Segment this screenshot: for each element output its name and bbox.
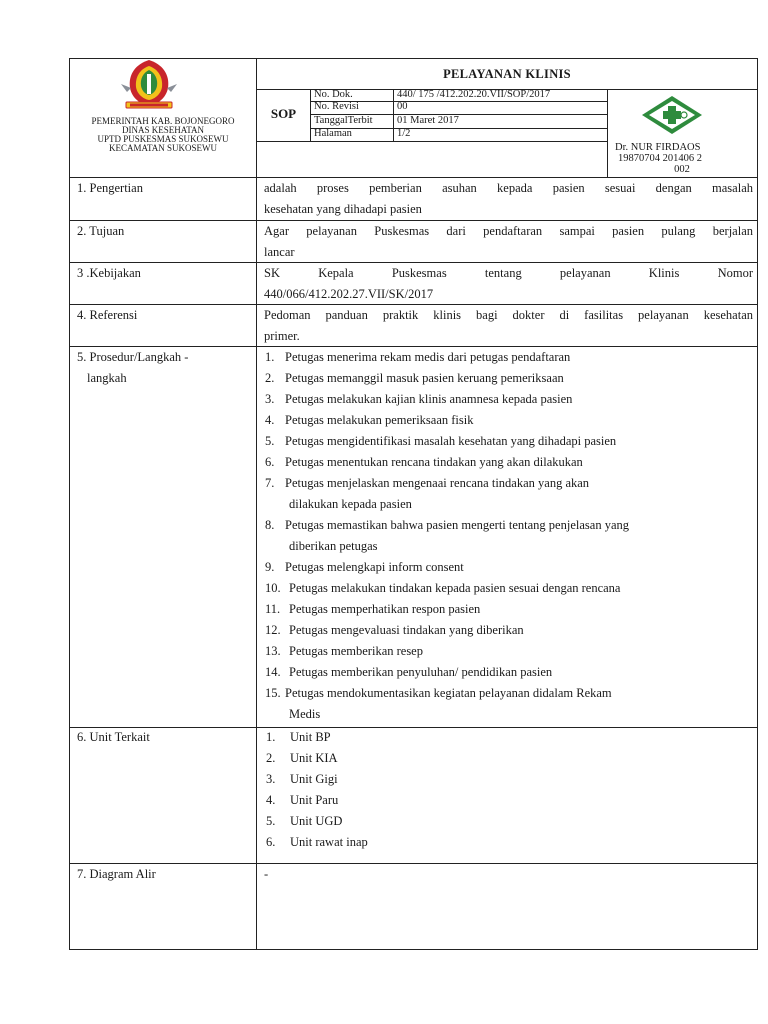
procedure-step xyxy=(265,620,524,641)
step-text: Petugas memberikan resep xyxy=(289,644,423,658)
unit-item xyxy=(266,790,338,811)
section-label-referensi: 4. Referensi xyxy=(77,308,138,322)
section-text: SK Kepala Puskesmas tentang pelayanan Klinis Nomor xyxy=(264,266,753,280)
step-text: Petugas melakukan pemeriksaan fisik xyxy=(285,413,474,427)
step-number: 5. xyxy=(265,434,275,448)
section-text: Agar pelayanan Puskesmas dari pendaftaran sampai pasien pulang berjalan xyxy=(264,224,753,238)
step-text: Petugas menentukan rencana tindakan yang akan dilakukan xyxy=(285,455,583,469)
step-text: Petugas mengidentifikasi masalah kesehatan yang dihadapi pasien xyxy=(285,434,617,448)
org-name-line: KECAMATAN SUKOSEWU xyxy=(108,143,218,153)
doc-field-label: Halaman xyxy=(314,128,352,139)
unit-number: 5. xyxy=(266,814,276,828)
section-text: - xyxy=(264,867,269,881)
signer-nip: 19870704 201406 2 xyxy=(618,153,702,164)
section-text: kesehatan yang dihadapi pasien xyxy=(264,202,422,216)
step-number: 2. xyxy=(265,371,275,385)
org-name-line: DINAS KESEHATAN xyxy=(121,125,205,135)
step-number: 11. xyxy=(265,602,281,616)
procedure-step xyxy=(265,641,423,662)
step-text: Petugas menjelaskan mengenaai rencana tindakan yang akan xyxy=(285,476,590,490)
unit-number: 4. xyxy=(266,793,276,807)
step-number: 10. xyxy=(265,581,281,595)
step-number: 1. xyxy=(265,350,275,364)
doc-field-label: TanggalTerbit xyxy=(314,115,373,126)
step-text: Petugas memanggil masuk pasien keruang pemeriksaan xyxy=(285,371,564,385)
step-number: 12. xyxy=(265,623,281,637)
step-text: Petugas menerima rekam medis dari petugas pendaftaran xyxy=(285,350,571,364)
unit-name: Unit Gigi xyxy=(290,772,338,786)
unit-number: 2. xyxy=(266,751,276,765)
section-label-pengertian: 1. Pengertian xyxy=(77,181,143,195)
section-text: 440/066/412.202.27.VII/SK/2017 xyxy=(264,287,434,301)
unit-item xyxy=(266,811,342,832)
unit-item xyxy=(266,748,338,769)
procedure-step xyxy=(265,431,616,452)
procedure-step xyxy=(265,368,564,389)
section-text: lancar xyxy=(264,245,295,259)
bojonegoro-regency-seal-icon xyxy=(118,58,180,114)
sop-label: SOP xyxy=(270,106,297,121)
doc-field-value: 01 Maret 2017 xyxy=(397,115,459,126)
doc-field-value: 440/ 175 /412.202.20.VII/SOP/2017 xyxy=(397,89,551,100)
doc-field-label: No. Dok. xyxy=(314,89,353,100)
step-text: Petugas melakukan tindakan kepada pasien sesuai dengan rencana xyxy=(289,581,621,595)
step-number: 9. xyxy=(265,560,275,574)
section-text: adalah proses pemberian asuhan kepada pasien sesuai dengan masalah xyxy=(264,181,753,195)
unit-item xyxy=(266,769,338,790)
step-text-continued: diberikan petugas xyxy=(289,539,378,553)
unit-name: Unit rawat inap xyxy=(290,835,368,849)
procedure-step xyxy=(265,557,464,578)
step-number: 13. xyxy=(265,644,281,658)
org-name-line: UPTD PUSKESMAS SUKOSEWU xyxy=(97,134,229,144)
step-text: Petugas memberikan penyuluhan/ pendidikan pasien xyxy=(289,665,553,679)
step-text: Petugas mengevaluasi tindakan yang diberikan xyxy=(289,623,524,637)
step-number: 3. xyxy=(265,392,275,406)
procedure-step xyxy=(265,452,583,473)
unit-number: 1. xyxy=(266,730,276,744)
section-text: primer. xyxy=(264,329,300,343)
step-text: Petugas memperhatikan respon pasien xyxy=(289,602,481,616)
step-text: Petugas melengkapi inform consent xyxy=(285,560,464,574)
doc-field-value: 1/2 xyxy=(397,128,411,139)
procedure-step xyxy=(265,347,570,368)
signer-name: Dr. NUR FIRDAOS xyxy=(615,142,701,153)
unit-name: Unit UGD xyxy=(290,814,343,828)
step-text: Petugas memastikan bahwa pasien mengerti tentang penjelasan yang xyxy=(285,518,629,532)
step-number: 15. xyxy=(265,686,281,700)
step-number: 14. xyxy=(265,665,281,679)
doc-field-label: No. Revisi xyxy=(314,101,359,112)
regency-seal-logo xyxy=(118,58,180,114)
section-text: Pedoman panduan praktik klinis bagi dokter di fasilitas pelayanan kesehatan xyxy=(264,308,753,322)
procedure-step xyxy=(265,473,589,494)
procedure-step xyxy=(265,389,572,410)
section-label-prosedur: langkah xyxy=(87,371,127,385)
procedure-step xyxy=(265,410,474,431)
step-text: Petugas melakukan kajian klinis anamnesa kepada pasien xyxy=(285,392,573,406)
step-number: 6. xyxy=(265,455,275,469)
puskesmas-green-cross-icon xyxy=(641,95,703,135)
puskesmas-logo xyxy=(641,95,703,135)
unit-name: Unit KIA xyxy=(290,751,338,765)
doc-field-value: 00 xyxy=(397,101,408,112)
step-text-continued: dilakukan kepada pasien xyxy=(289,497,412,511)
step-text-continued: Medis xyxy=(289,707,321,721)
section-label-diagram-alir: 7. Diagram Alir xyxy=(77,867,156,881)
unit-item xyxy=(266,832,368,853)
step-number: 4. xyxy=(265,413,275,427)
procedure-step xyxy=(265,515,629,536)
section-label-tujuan: 2. Tujuan xyxy=(77,224,125,238)
procedure-step xyxy=(265,599,480,620)
procedure-step xyxy=(265,578,620,599)
section-label-unit-terkait: 6. Unit Terkait xyxy=(77,730,150,744)
section-label-kebijakan: 3 .Kebijakan xyxy=(77,266,141,280)
document-title: PELAYANAN KLINIS xyxy=(443,67,571,81)
org-name-line: PEMERINTAH KAB. BOJONEGORO xyxy=(91,116,235,126)
procedure-step xyxy=(265,683,612,704)
signer-nip: 002 xyxy=(674,164,690,175)
unit-number: 3. xyxy=(266,772,276,786)
unit-item xyxy=(266,727,331,748)
procedure-step xyxy=(265,662,552,683)
unit-name: Unit BP xyxy=(290,730,331,744)
step-number: 8. xyxy=(265,518,275,532)
unit-number: 6. xyxy=(266,835,276,849)
step-text: Petugas mendokumentasikan kegiatan pelayanan didalam Rekam xyxy=(285,686,612,700)
step-number: 7. xyxy=(265,476,275,490)
unit-name: Unit Paru xyxy=(290,793,339,807)
section-label-prosedur: 5. Prosedur/Langkah - xyxy=(77,350,189,364)
